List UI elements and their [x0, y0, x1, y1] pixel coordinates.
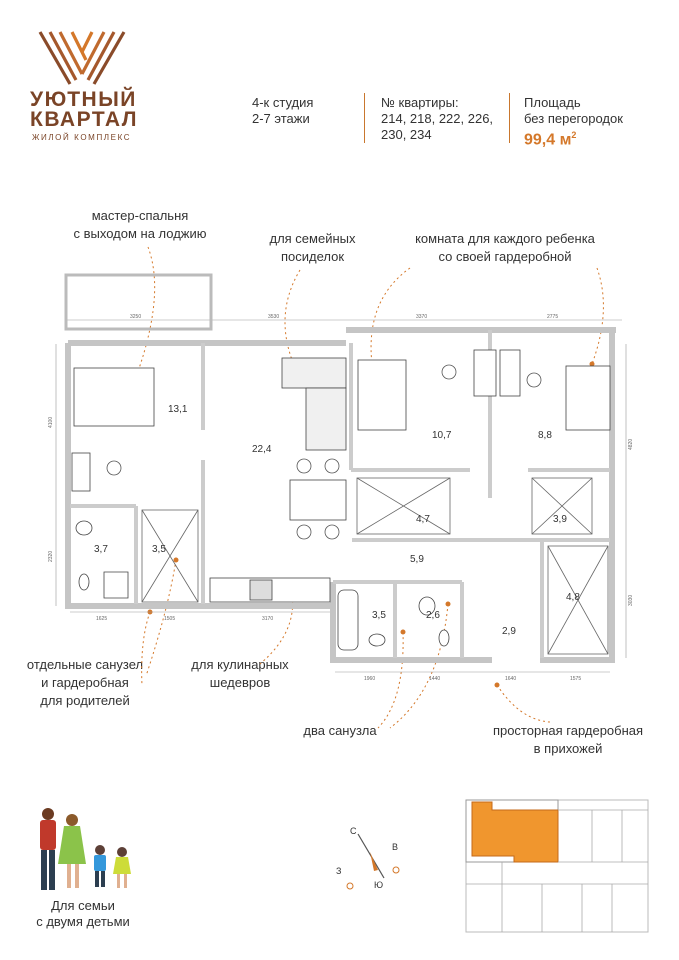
area-label-line1: Площадь	[524, 95, 581, 110]
family-illustration-icon	[26, 800, 140, 894]
stove	[250, 580, 272, 600]
callout-hall-line2: в прихожей	[533, 741, 603, 756]
brand-name-line2: КВАРТАЛ	[30, 108, 138, 131]
marker-bath2	[446, 602, 451, 607]
room-area-hall-wardrobe: 4,8	[566, 592, 580, 603]
room-area-bath2: 2,6	[426, 610, 440, 621]
desk-kid2	[500, 350, 520, 396]
sofa-side	[306, 388, 346, 450]
compass-west: З	[336, 866, 342, 876]
dim-top-4: 2775	[547, 314, 559, 320]
marker-parents-wardrobe	[174, 558, 179, 563]
room-area-kid1: 10,7	[432, 430, 452, 441]
sink-bath1	[369, 634, 385, 646]
dim-right-1: 4820	[628, 438, 634, 450]
marker-bath1	[401, 630, 406, 635]
compass-south: Ю	[374, 880, 384, 890]
dim-top-3: 3370	[416, 314, 428, 320]
callout-parents-line1: отдельные санузел	[26, 657, 144, 672]
callout-master-line1: мастер-спальня	[91, 208, 189, 223]
highlighted-apartment	[472, 802, 558, 862]
room-area-master: 13,1	[168, 404, 188, 415]
leader-bath1	[378, 632, 403, 728]
dim-top-2: 3530	[268, 314, 280, 320]
family-caption	[28, 898, 138, 930]
brand-subtitle: ЖИЛОЙ КОМПЛЕКС	[32, 133, 132, 142]
toilet-bath2	[439, 630, 449, 646]
dim-bottom-7: 1575	[570, 676, 582, 682]
sofa-back	[282, 358, 346, 388]
callout-hall-line1: просторная гардеробная	[492, 723, 644, 738]
dining-table	[290, 480, 346, 520]
toilet-parents	[79, 574, 89, 590]
dim-bottom-4: 1960	[364, 676, 376, 682]
callout-two-baths: два санузла	[303, 723, 377, 738]
shower-parents	[104, 572, 128, 598]
room-area-parents-wardrobe: 3,5	[152, 544, 166, 555]
compass-east: В	[392, 842, 399, 852]
desk-kid1	[474, 350, 496, 396]
dim-right-2: 3030	[628, 594, 634, 606]
dim-left-2: 2320	[48, 550, 54, 562]
apartment-numbers-label: № квартиры:	[381, 95, 459, 110]
desk-master	[72, 453, 90, 491]
area-value-number: 99,4 м	[524, 131, 572, 149]
room-area-wardrobe1: 4,7	[416, 514, 430, 525]
building-location-map	[462, 796, 652, 936]
loggia	[66, 275, 211, 329]
dim-bottom-1: 1625	[96, 616, 108, 622]
leader-kid1	[371, 268, 410, 364]
callout-parents-line3: для родителей	[40, 693, 130, 708]
dim-bottom-6: 1640	[505, 676, 517, 682]
dim-bottom-3: 3170	[262, 616, 274, 622]
bed-kid2	[566, 366, 610, 430]
apartment-numbers-line2: 230, 234	[381, 127, 432, 142]
bed-master	[74, 368, 154, 426]
callout-kids-line1: комната для каждого ребенка	[415, 231, 595, 246]
apartment-type-line1: 4-к студия	[252, 95, 314, 110]
bed-kid1	[358, 360, 406, 430]
sun-icon	[393, 867, 399, 873]
room-area-corridor: 2,9	[502, 626, 516, 637]
bathtub	[338, 590, 358, 650]
callout-parents-line2: и гардеробная	[41, 675, 129, 690]
callout-family-line1: для семейных	[269, 231, 356, 246]
marker-hall	[495, 683, 500, 688]
room-area-kid2: 8,8	[538, 430, 552, 441]
dim-left-1: 4100	[48, 416, 54, 428]
callout-kids-line2: со своей гардеробной	[438, 249, 572, 264]
leader-parents1	[142, 612, 150, 686]
callout-master-line2: с выходом на лоджию	[73, 226, 207, 241]
room-area-parents-bath: 3,7	[94, 544, 108, 555]
callout-kitchen-line1: для кулинарных	[191, 657, 289, 672]
family-caption-line1: Для семьи	[51, 898, 115, 913]
room-area-bath1: 3,5	[372, 610, 386, 621]
sink-parents	[76, 521, 92, 535]
family-caption-line2: с двумя детьми	[36, 914, 130, 929]
leader-kid2	[592, 268, 603, 364]
dim-bottom-5: 1440	[429, 676, 441, 682]
dim-top-1: 3250	[130, 314, 142, 320]
room-area-living: 22,4	[252, 444, 272, 455]
compass-icon	[332, 820, 412, 892]
callout-family-line2: посиделок	[280, 249, 345, 264]
area-unit-sup: 2	[571, 130, 577, 140]
sun-icon-2	[347, 883, 353, 889]
dim-bottom-2: 1505	[164, 616, 176, 622]
leader-bath2	[390, 604, 448, 728]
callout-kitchen-line2: шедевров	[209, 675, 271, 690]
apartment-numbers-line1: 214, 218, 222, 226,	[381, 111, 494, 126]
apartment-floors: 2-7 этажи	[252, 111, 310, 126]
area-label-line2: без перегородок	[524, 111, 623, 126]
brand-name-line1: УЮТНЫЙ	[30, 88, 137, 111]
leader-hall	[497, 685, 550, 722]
room-area-wardrobe2: 3,9	[553, 514, 567, 525]
room-area-hall: 5,9	[410, 554, 424, 565]
compass-north: С	[350, 826, 357, 836]
